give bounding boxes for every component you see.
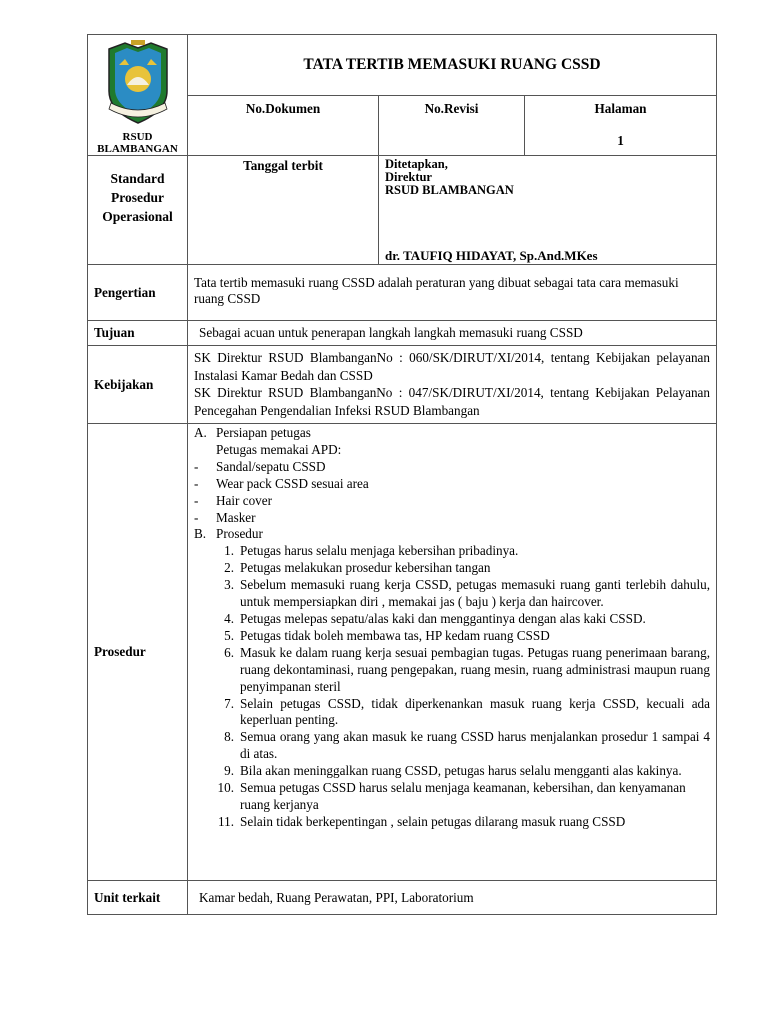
rsud-text: RSUD BLAMBANGAN bbox=[385, 183, 514, 197]
tujuan-text: Sebagai acuan untuk penerapan langkah langkah memasuki ruang CSSD bbox=[188, 321, 717, 346]
unit-terkait-label: Unit terkait bbox=[88, 881, 188, 915]
logo-cell bbox=[88, 35, 188, 156]
no-dokumen-label: No.Dokumen bbox=[188, 95, 379, 156]
prosedur-label: Prosedur bbox=[88, 424, 188, 881]
procedure-step: 11. Selain tidak berkepentingan , selain petugas dilarang masuk ruang CSSD bbox=[218, 813, 626, 829]
kebijakan-item: SK Direktur RSUD BlambanganNo : 047/SK/DIRUT/XI/2014, tentang Kebijakan Pelayanan Pencegahan Pengendalian Infeksi RSUD Blambangan bbox=[194, 385, 710, 418]
tanggal-terbit-label: Tanggal terbit bbox=[188, 156, 379, 265]
procedure-step: 1. Petugas harus selalu menjaga kebersihan pribadinya. bbox=[224, 543, 519, 559]
sop-table bbox=[87, 34, 717, 915]
procedure-step: 3. Sebelum memasuki ruang kerja CSSD, petugas memasuki ruang ganti terlebih dahulu, untuk mempersiapkan diri , memakai jas ( baju ) kerja dan haircover. bbox=[224, 577, 710, 610]
procedure-step: 5. Petugas tidak boleh membawa tas, HP kedam ruang CSSD bbox=[224, 627, 550, 643]
signatory-name: dr. TAUFIQ HIDAYAT, Sp.And.MKes bbox=[385, 248, 598, 263]
procedure-step: 2. Petugas melakukan prosedur kebersihan tangan bbox=[224, 560, 491, 576]
ditetapkan-text: Ditetapkan, bbox=[385, 157, 448, 171]
tujuan-label: Tujuan bbox=[88, 321, 188, 346]
kebijakan-label: Kebijakan bbox=[88, 346, 188, 424]
section-b bbox=[194, 526, 710, 543]
pengertian-label: Pengertian bbox=[88, 265, 188, 321]
procedure-step: 10. Semua petugas CSSD harus selalu menjaga keamanan, kebersihan, dan kenyamanan ruang kerjanya bbox=[217, 780, 686, 812]
document-title: TATA TERTIB MEMASUKI RUANG CSSD bbox=[188, 35, 717, 96]
apd-item: - Hair cover bbox=[194, 492, 273, 508]
halaman-label: Halaman bbox=[594, 100, 647, 116]
kebijakan-item: SK Direktur RSUD BlambanganNo : 060/SK/DIRUT/XI/2014, tentang Kebijakan pelayanan Instalasi Kamar Bedah dan CSSD bbox=[194, 350, 710, 383]
hospital-logo bbox=[101, 39, 175, 125]
kebijakan-cell bbox=[188, 346, 717, 424]
apd-item: - Wear pack CSSD sesuai area bbox=[194, 475, 369, 491]
apd-intro: Petugas memakai APD: bbox=[216, 441, 342, 457]
halaman-value: 1 bbox=[617, 132, 624, 148]
procedure-step: 8. Semua orang yang akan masuk ke ruang CSSD harus menjalankan prosedur 1 sampai 4 di atas. bbox=[224, 729, 710, 762]
section-a bbox=[194, 425, 710, 442]
procedure-step: 6. Masuk ke dalam ruang kerja sesuai pembagian tugas. Petugas ruang penerimaan barang, ruang dekontaminasi, ruang pengepakan, ruang mesin, ruang administrasi maupun ruang penyimpanan steril bbox=[224, 644, 710, 694]
direktur-text: Direktur bbox=[385, 170, 432, 184]
sop-document bbox=[87, 34, 716, 915]
section-title: Prosedur bbox=[216, 526, 263, 542]
sop-label: Standard Prosedur Operasional bbox=[88, 156, 188, 265]
pengertian-text: Tata tertib memasuki ruang CSSD adalah peraturan yang dibuat sebagai tata cara memasuki ruang CSSD bbox=[188, 265, 717, 321]
section-marker: A. bbox=[194, 425, 207, 440]
prosedur-cell bbox=[188, 424, 717, 881]
procedure-step: 9. Bila akan meninggalkan ruang CSSD, petugas harus selalu mengganti alas kakinya. bbox=[224, 763, 682, 779]
approval-cell bbox=[379, 156, 717, 265]
logo-caption: RSUD BLAMBANGAN bbox=[97, 131, 178, 155]
no-revisi-label: No.Revisi bbox=[379, 95, 525, 156]
section-marker: B. bbox=[194, 526, 207, 542]
apd-item: - Sandal/sepatu CSSD bbox=[194, 458, 326, 474]
unit-terkait-text: Kamar bedah, Ruang Perawatan, PPI, Laboratorium bbox=[188, 881, 717, 915]
procedure-step: 7. Selain petugas CSSD, tidak diperkenankan masuk ruang kerja CSSD, kecuali ada keperluan penting. bbox=[224, 695, 710, 728]
procedure-step: 4. Petugas melepas sepatu/alas kaki dan menggantinya dengan alas kaki CSSD. bbox=[224, 610, 646, 626]
section-title: Persiapan petugas bbox=[216, 425, 311, 440]
halaman-cell bbox=[525, 95, 717, 156]
apd-item: - Masker bbox=[194, 509, 256, 525]
